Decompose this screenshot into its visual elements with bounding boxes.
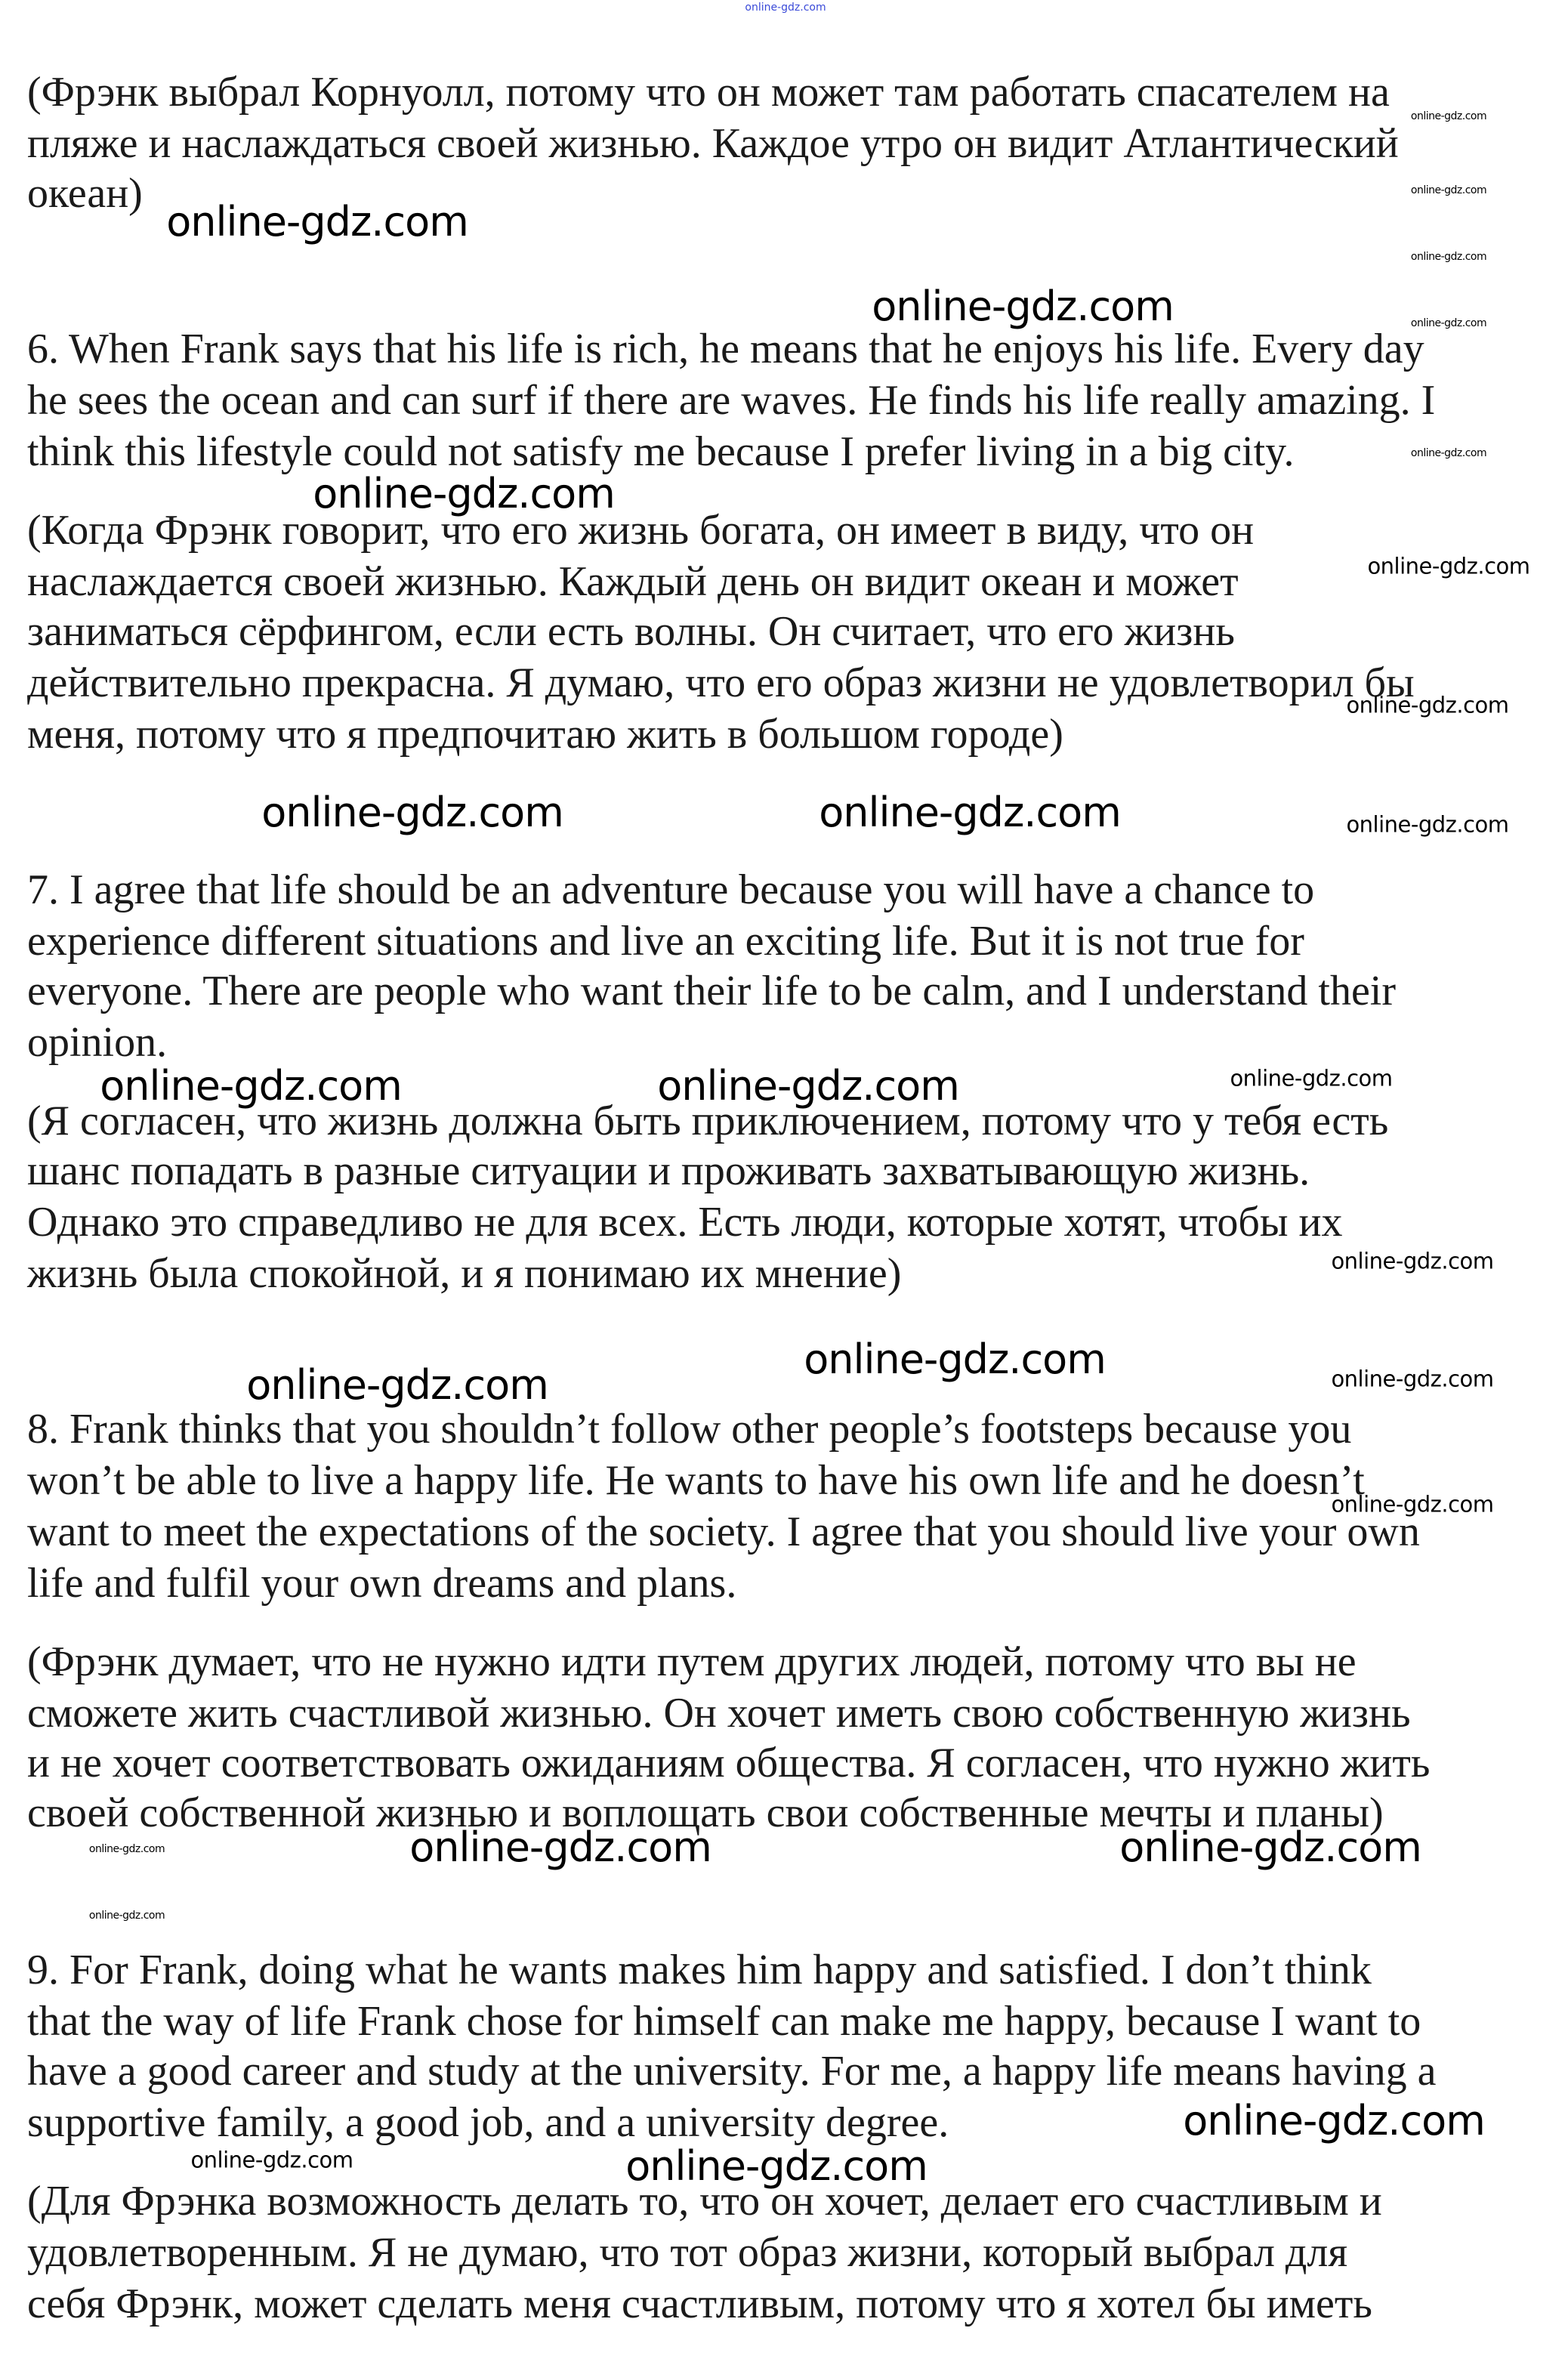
watermark: online-gdz.com	[1119, 1823, 1421, 1871]
text-line: (Для Фрэнка возможность делать то, что он хочет, делает его счастливым и	[27, 2178, 1382, 2225]
text-line: и не хочет соответствовать ожиданиям общества. Я согласен, что нужно жить	[27, 1740, 1431, 1786]
text-line: want to meet the expectations of the society. I agree that you should live your own	[27, 1508, 1420, 1555]
watermark: online-gdz.com	[166, 198, 468, 245]
text-line: действительно прекрасна. Я думаю, что его образ жизни не удовлетворил бы	[27, 659, 1415, 706]
watermark: online-gdz.com	[657, 1062, 959, 1110]
text-line: everyone. There are people who want their life to be calm, and I understand their	[27, 968, 1397, 1014]
text-line: opinion.	[27, 1019, 168, 1066]
text-line: experience different situations and live an exciting life. But it is not true for	[27, 918, 1304, 965]
watermark: online-gdz.com	[1346, 811, 1509, 838]
text-line: that the way of life Frank chose for himself can make me happy, because I want to	[27, 1998, 1421, 2045]
text-line: won’t be able to live a happy life. He wants to have his own life and he doesn’t	[27, 1457, 1365, 1504]
watermark: online-gdz.com	[1331, 1366, 1494, 1392]
watermark: online-gdz.com	[190, 2147, 353, 2173]
text-line: своей собственной жизнью и воплощать свои собственные мечты и планы)	[27, 1789, 1384, 1836]
header-watermark: online-gdz.com	[745, 2, 826, 14]
text-line: Однако это справедливо не для всех. Есть люди, которые хотят, чтобы их	[27, 1199, 1343, 1246]
text-line: he sees the ocean and can surf if there are waves. He finds his life really amazing. I	[27, 377, 1436, 424]
text-line: меня, потому что я предпочитаю жить в большом городе)	[27, 711, 1063, 758]
text-line: себя Фрэнк, может сделать меня счастливым, потому что я хотел бы иметь	[27, 2280, 1372, 2327]
text-line: 8. Frank thinks that you shouldn’t follow other people’s footsteps because you	[27, 1406, 1352, 1453]
watermark: online-gdz.com	[1367, 553, 1530, 579]
text-line: заниматься сёрфингом, если есть волны. Он считает, что его жизнь	[27, 608, 1235, 655]
text-line: сможете жить счастливой жизнью. Он хочет иметь свою собственную жизнь	[27, 1690, 1411, 1737]
text-line: life and fulfil your own dreams and plans.	[27, 1560, 737, 1607]
text-line: 6. When Frank says that his life is rich, he means that he enjoys his life. Every day	[27, 326, 1424, 372]
watermark: online-gdz.com	[1410, 447, 1487, 459]
text-line: (Фрэнк выбрал Корнуолл, потому что он может там работать спасателем на	[27, 69, 1390, 116]
watermark: online-gdz.com	[261, 789, 563, 836]
text-line: наслаждается своей жизнью. Каждый день он видит океан и может	[27, 558, 1239, 605]
watermark: online-gdz.com	[1410, 184, 1487, 196]
watermark: online-gdz.com	[88, 1843, 165, 1855]
watermark: online-gdz.com	[1331, 1491, 1494, 1518]
watermark: online-gdz.com	[1410, 251, 1487, 263]
text-line: удовлетворенным. Я не думаю, что тот образ жизни, который выбрал для	[27, 2229, 1348, 2276]
watermark: online-gdz.com	[872, 283, 1174, 330]
text-line: think this lifestyle could not satisfy me because I prefer living in a big city.	[27, 428, 1295, 475]
text-line: океан)	[27, 170, 143, 217]
watermark: online-gdz.com	[246, 1361, 548, 1409]
text-line: 7. I agree that life should be an adventure because you will have a chance to	[27, 866, 1315, 913]
watermark: online-gdz.com	[1346, 692, 1509, 718]
text-line: шанс попадать в разные ситуации и проживать захватывающую жизнь.	[27, 1147, 1310, 1194]
watermark: online-gdz.com	[88, 1910, 165, 1922]
watermark: online-gdz.com	[819, 789, 1121, 836]
text-line: 9. For Frank, doing what he wants makes him happy and satisfied. I don’t think	[27, 1947, 1372, 1993]
watermark: online-gdz.com	[625, 2142, 928, 2190]
text-line: supportive family, a good job, and a university degree.	[27, 2099, 949, 2146]
watermark: online-gdz.com	[409, 1823, 711, 1871]
text-line: жизнь была спокойной, и я понимаю их мнение)	[27, 1250, 902, 1297]
text-line: have a good career and study at the university. For me, a happy life means having a	[27, 2048, 1437, 2095]
watermark: online-gdz.com	[1410, 317, 1487, 329]
text-line: (Когда Фрэнк говорит, что его жизнь богата, он имеет в виду, что он	[27, 507, 1255, 554]
text-line: (Я согласен, что жизнь должна быть приключением, потому что у тебя есть	[27, 1098, 1389, 1144]
watermark: online-gdz.com	[313, 470, 615, 517]
watermark: online-gdz.com	[1183, 2097, 1485, 2144]
watermark: online-gdz.com	[1230, 1065, 1393, 1092]
watermark: online-gdz.com	[100, 1062, 402, 1110]
watermark: online-gdz.com	[1410, 110, 1487, 122]
watermark: online-gdz.com	[1331, 1248, 1494, 1274]
watermark: online-gdz.com	[804, 1335, 1106, 1383]
text-line: пляже и наслаждаться своей жизнью. Каждое утро он видит Атлантический	[27, 120, 1399, 167]
text-line: (Фрэнк думает, что не нужно идти путем других людей, потому что вы не	[27, 1638, 1357, 1685]
